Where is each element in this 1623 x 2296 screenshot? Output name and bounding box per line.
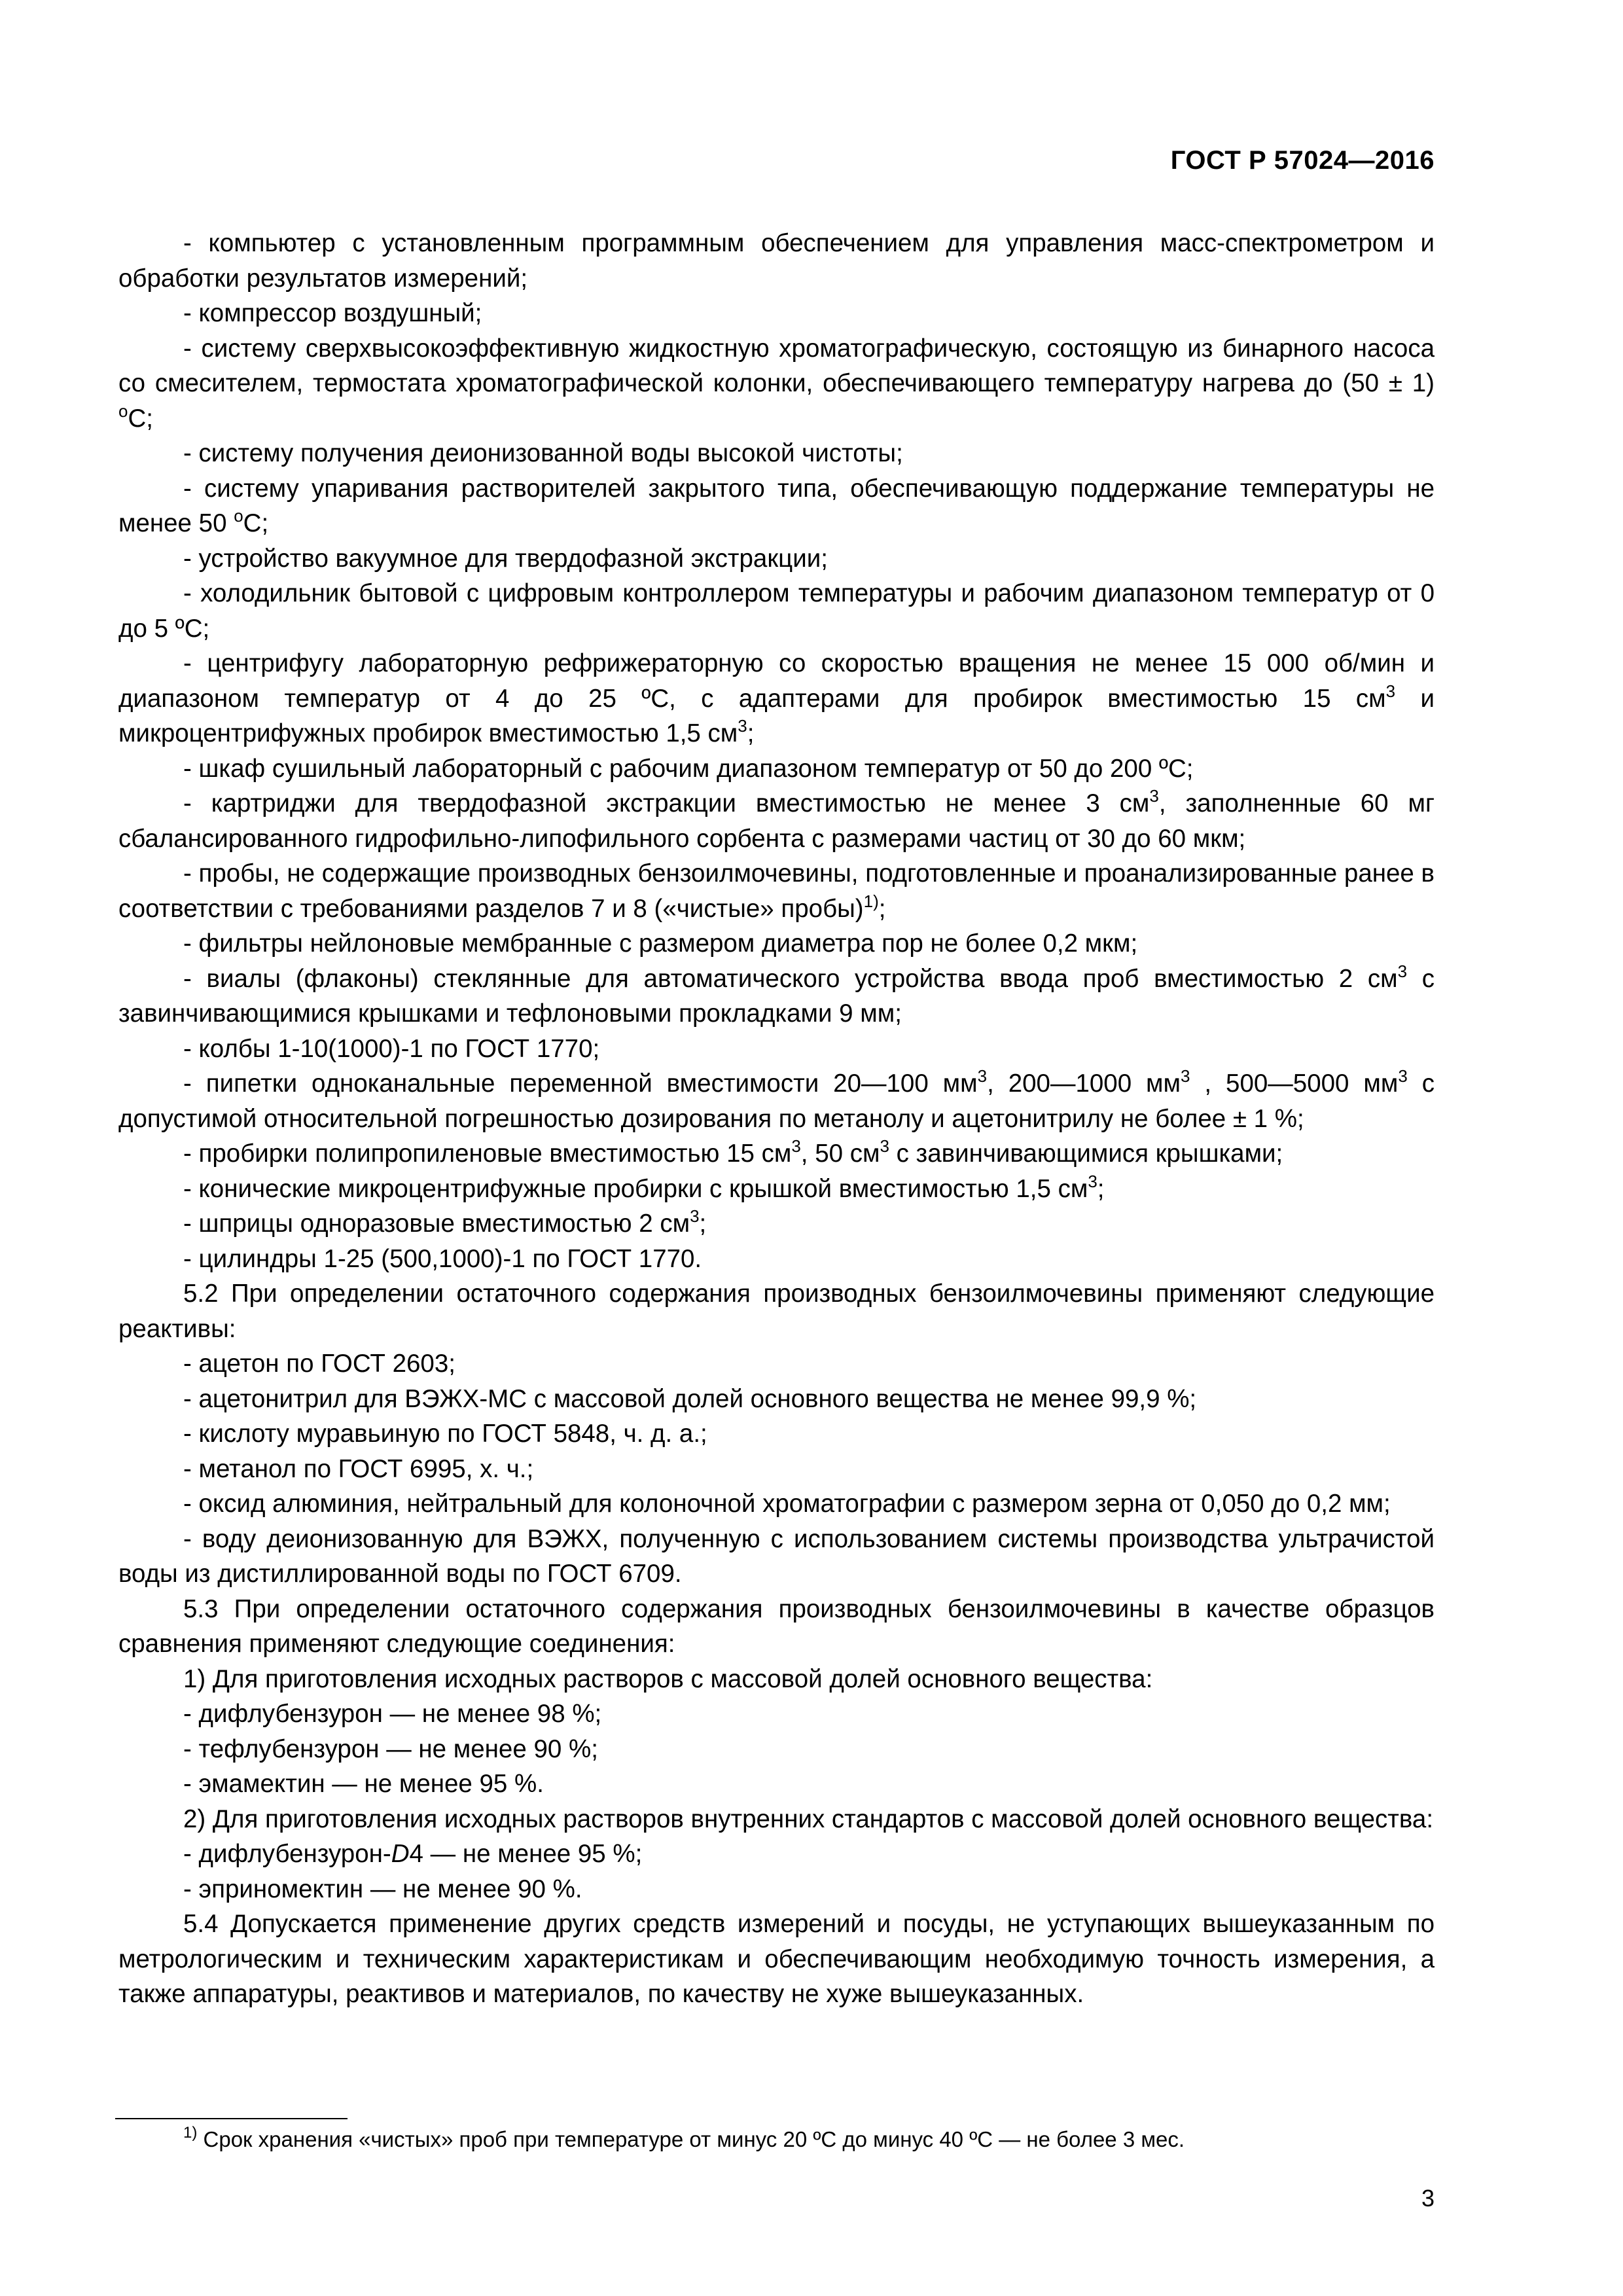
- paragraph: - систему сверхвысокоэффективную жидкостную хроматографическую, состоящую из бинарного насоса со смесителем, термостата хроматографической колонки, обеспечивающего температуру нагрева до (50 ± 1) $^о$С;: [118, 334, 1435, 433]
- paragraph: - холодильник бытовой с цифровым контроллером температуры и рабочим диапазоном температур от 0 до 5 ºС;: [118, 579, 1435, 643]
- paragraph: - устройство вакуумное для твердофазной экстракции;: [183, 544, 828, 573]
- paragraph: - воду деионизованную для ВЭЖХ, полученную с использованием системы производства ультрачистой воды из дистиллированной воды по ГОСТ 6709.: [118, 1524, 1435, 1588]
- paragraph: - ацетонитрил для ВЭЖХ-МС с массовой долей основного вещества не менее 99,9 %;: [183, 1384, 1197, 1413]
- paragraph: - виалы (флаконы) стеклянные для автоматического устройства ввода проб вместимостью 2 $см^3$ с завинчивающимися крышками и тефлоновыми прокладками 9 мм;: [118, 961, 1435, 1028]
- paragraph: 5.4 Допускается применение других средств измерений и посуды, не уступающих вышеуказанным по метрологическим и техническим характеристикам и обеспечивающим необходимую точность измерения, а также аппаратуры, реактивов и материалов, по качеству не хуже вышеуказанных.: [118, 1910, 1435, 2008]
- paragraph: - цилиндры 1-25 (500,1000)-1 по ГОСТ 1770.: [183, 1244, 702, 1273]
- paragraph: - компьютер с установленным программным обеспечением для управления масс-спектрометром и обработки результатов измерений;: [118, 229, 1435, 293]
- footnote: [183, 2126, 1433, 2153]
- paragraph: - эмамектин — не менее 95 %.: [183, 1770, 544, 1798]
- paragraph: - метанол по ГОСТ 6995, х. ч.;: [183, 1454, 534, 1483]
- paragraph: - дифлубензурон-D4 — не менее 95 %;: [183, 1840, 643, 1868]
- paragraph: 5.2 При определении остаточного содержания производных бензоилмочевины применяют следующие реактивы:: [118, 1280, 1435, 1343]
- paragraph: - эприномектин — не менее 90 %.: [183, 1874, 582, 1903]
- paragraph: - фильтры нейлоновые мембранные с размером диаметра пор не более 0,2 мкм;: [183, 929, 1138, 958]
- paragraph: - оксид алюминия, нейтральный для колоночной хроматографии с размером зерна от 0,050 до 0,2 мм;: [183, 1490, 1391, 1518]
- footnote-divider: [115, 2118, 348, 2119]
- paragraph: - шкаф сушильный лабораторный с рабочим диапазоном температур от 50 до 200 ºС;: [183, 754, 1194, 783]
- footnote-marker: 1): [183, 2124, 198, 2142]
- footnote-text: Срок хранения «чистых» проб при температуре от минус 20 ºС до минус 40 ºС — не более 3 мес.: [203, 2127, 1185, 2151]
- paragraph: - ацетон по ГОСТ 2603;: [183, 1350, 455, 1378]
- standard-code-header: ГОСТ Р 57024—2016: [1170, 146, 1435, 175]
- paragraph: - пробирки полипропиленовые вместимостью 15 $см^3$, 50 $см^3$ с завинчивающимися крышками;: [183, 1136, 1283, 1168]
- paragraph: - компрессор воздушный;: [183, 299, 482, 327]
- paragraph: - шприцы одноразовые вместимостью 2 $см^3$;: [183, 1206, 707, 1238]
- paragraph: - колбы 1-10(1000)-1 по ГОСТ 1770;: [183, 1034, 600, 1063]
- paragraph: - систему упаривания растворителей закрытого типа, обеспечивающую поддержание температуры не менее 50 $^о$С;: [118, 474, 1435, 537]
- document-body: [118, 226, 1435, 2012]
- paragraph: - пипетки одноканальные переменной вместимости 20—100 $мм^3$, 200—1000 $мм^3$ , 500—5000 $мм^3$ с допустимой относительной погрешностью дозирования по метанолу и ацетонитрилу не более ± 1 %;: [118, 1066, 1435, 1133]
- paragraph: 5.3 При определении остаточного содержания производных бензоилмочевины в качестве образцов сравнения применяют следующие соединения:: [118, 1594, 1435, 1658]
- paragraph: - центрифугу лабораторную рефрижераторную со скоростью вращения не менее 15 000 об/мин и диапазоном температур от 4 до 25 ºС, с адаптерами для пробирок вместимостью 15 $см^3$ и микроцентрифужных пробирок вместимостью 1,5 $см^3$;: [118, 649, 1435, 747]
- paragraph: - конические микроцентрифужные пробирки с крышкой вместимостью 1,5 $см^3$;: [183, 1171, 1105, 1203]
- paragraph: - пробы, не содержащие производных бензоилмочевины, подготовленные и проанализированные ранее в соответствии с требованиями разделов 7 и 8 («чистые» пробы)$^{1)}$;: [118, 859, 1435, 923]
- page-number: 3: [1421, 2185, 1435, 2212]
- paragraph: 2) Для приготовления исходных растворов внутренних стандартов с массовой долей основного вещества:: [183, 1804, 1434, 1833]
- paragraph: - кислоту муравьиную по ГОСТ 5848, ч. д. а.;: [183, 1420, 707, 1448]
- paragraph: - тефлубензурон — не менее 90 %;: [183, 1734, 598, 1763]
- paragraph: - картриджи для твердофазной экстракции вместимостью не менее 3 $см^3$, заполненные 60 мг сбалансированного гидрофильно-липофильного сорбента с размерами частиц от 30 до 60 мкм;: [118, 786, 1435, 853]
- paragraph: 1) Для приготовления исходных растворов с массовой долей основного вещества:: [183, 1664, 1153, 1693]
- paragraph: - систему получения деионизованной воды высокой чистоты;: [183, 439, 903, 467]
- paragraph: - дифлубензурон — не менее 98 %;: [183, 1700, 602, 1728]
